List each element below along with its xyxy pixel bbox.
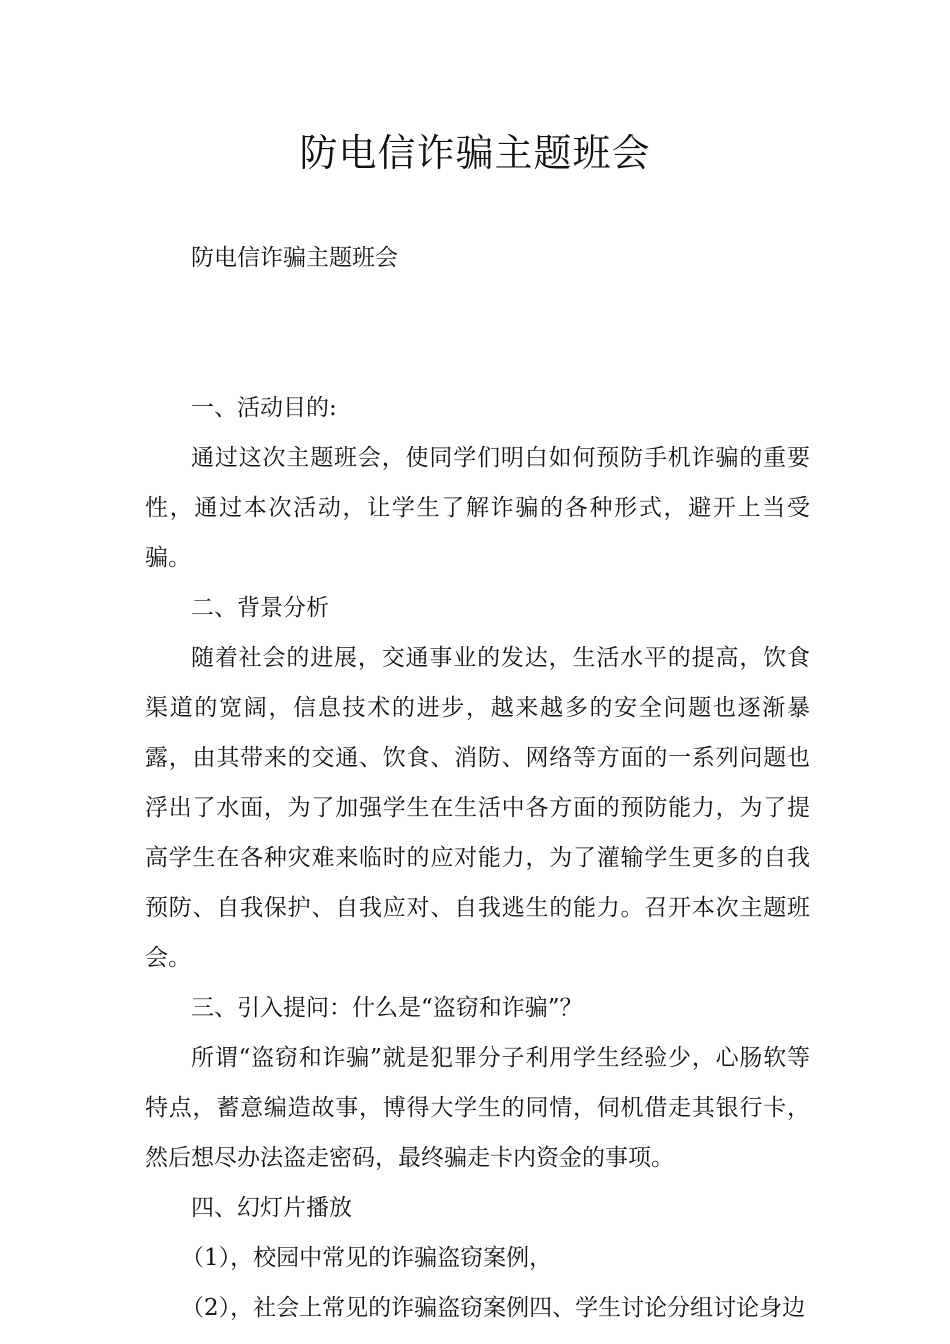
- section-heading-background: 二、背景分析: [191, 595, 329, 621]
- paragraph-background: 随着社会的进展，交通事业的发达，生活水平的提高，饮食渠道的宽阔，信息技术的进步，越来越多的安全问题也逐渐暴露，由其带来的交通、饮食、消防、网络等方面的一系列问题也浮出了水面，为了加强学生在生活中各方面的预防能力，为了提高学生在各种灾难来临时的应对能力，为了灌输学生更多的自我预防、自我保护、自我应对、自我逃生的能力。召开本次主题班会。: [145, 645, 810, 971]
- section-heading-purpose: 一、活动目的:: [191, 395, 337, 421]
- section-heading-slides: 四、幻灯片播放: [191, 1195, 352, 1221]
- paragraph-definition: 所谓“盗窃和诈骗”就是犯罪分子利用学生经验少，心肠软等特点，蓄意编造故事，博得大学生的同情，伺机借走其银行卡，然后想尽办法盗走密码，最终骗走卡内资金的事项。: [145, 1045, 810, 1171]
- document-subtitle: 防电信诈骗主题班会: [191, 245, 398, 271]
- document-title: 防电信诈骗主题班会: [299, 131, 651, 175]
- list-item-society-cases: （2），社会上常见的诈骗盗窃案例四、学生讨论分组讨论身边: [181, 1295, 806, 1321]
- section-heading-question: 三、引入提问：什么是“盗窃和诈骗”？: [191, 995, 583, 1021]
- paragraph-purpose: 通过这次主题班会，使同学们明白如何预防手机诈骗的重要性，通过本次活动，让学生了解诈骗的各种形式，避开上当受骗。: [145, 445, 810, 571]
- blank-space: [145, 283, 810, 383]
- list-item-campus-cases: （1），校园中常见的诈骗盗窃案例，: [181, 1245, 553, 1271]
- document-body: [145, 233, 810, 1333]
